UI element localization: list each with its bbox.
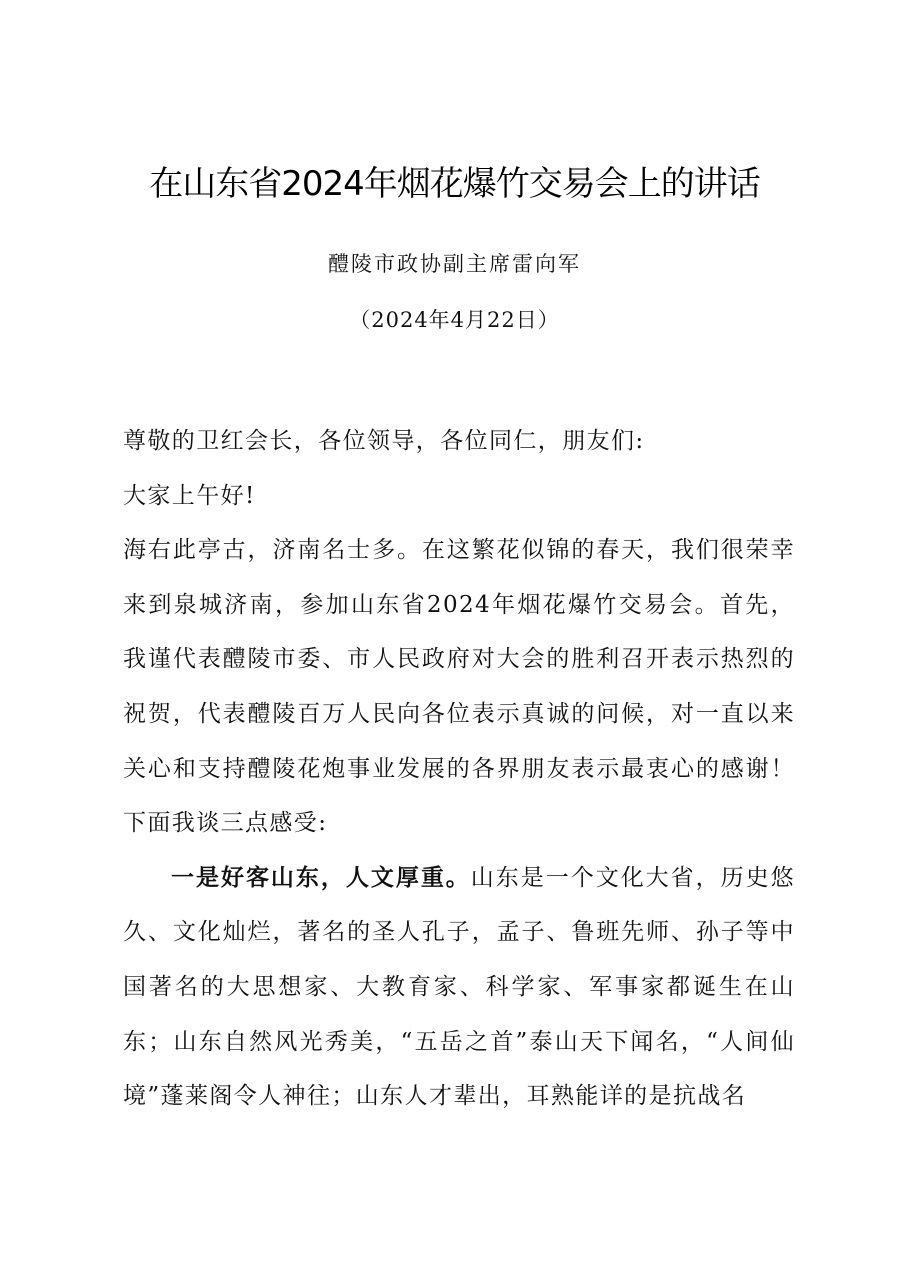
document-date: （2024年4月22日） — [349, 308, 560, 332]
paragraph-point-one — [123, 851, 795, 1124]
salutation: 尊敬的卫红会长，各位领导，各位同仁，朋友们: — [123, 428, 645, 454]
paragraph-intro: 海右此亭古，济南名士多。在这繁花似锦的春天，我们很荣幸来到泉城济南，参加山东省2024年烟花爆竹交易会。首先，我谨代表醴陵市委、市人民政府对大会的胜利召开表示热烈的祝贺，代表醴陵百万人民向各位表示真诚的问候，对一直以来关心和支持醴陵花炮事业发展的各界朋友表示最衷心的感谢！下面我谈三点感受: — [123, 537, 795, 837]
paragraph-point-one-lead: 一是好客山东，人文厚重。 — [171, 863, 471, 891]
document-body — [123, 414, 795, 1124]
paragraph-point-one-text: 山东是一个文化大省，历史悠久、文化灿烂，著名的圣人孔子，孟子、鲁班先师、孙子等中国著名的大思想家、大教育家、科学家、军事家都诞生在山东；山东自然风光秀美，“五岳之首”泰山天下闻名，“人间仙境”蓬莱阁令人神往；山东人才辈出，耳熟能详的是抗战名 — [123, 864, 795, 1110]
document-title: 在山东省2024年烟花爆竹交易会上的讲话 — [149, 164, 760, 204]
document-author: 醴陵市政协副主席雷向军 — [328, 252, 581, 276]
greeting: 大家上午好! — [123, 482, 256, 509]
